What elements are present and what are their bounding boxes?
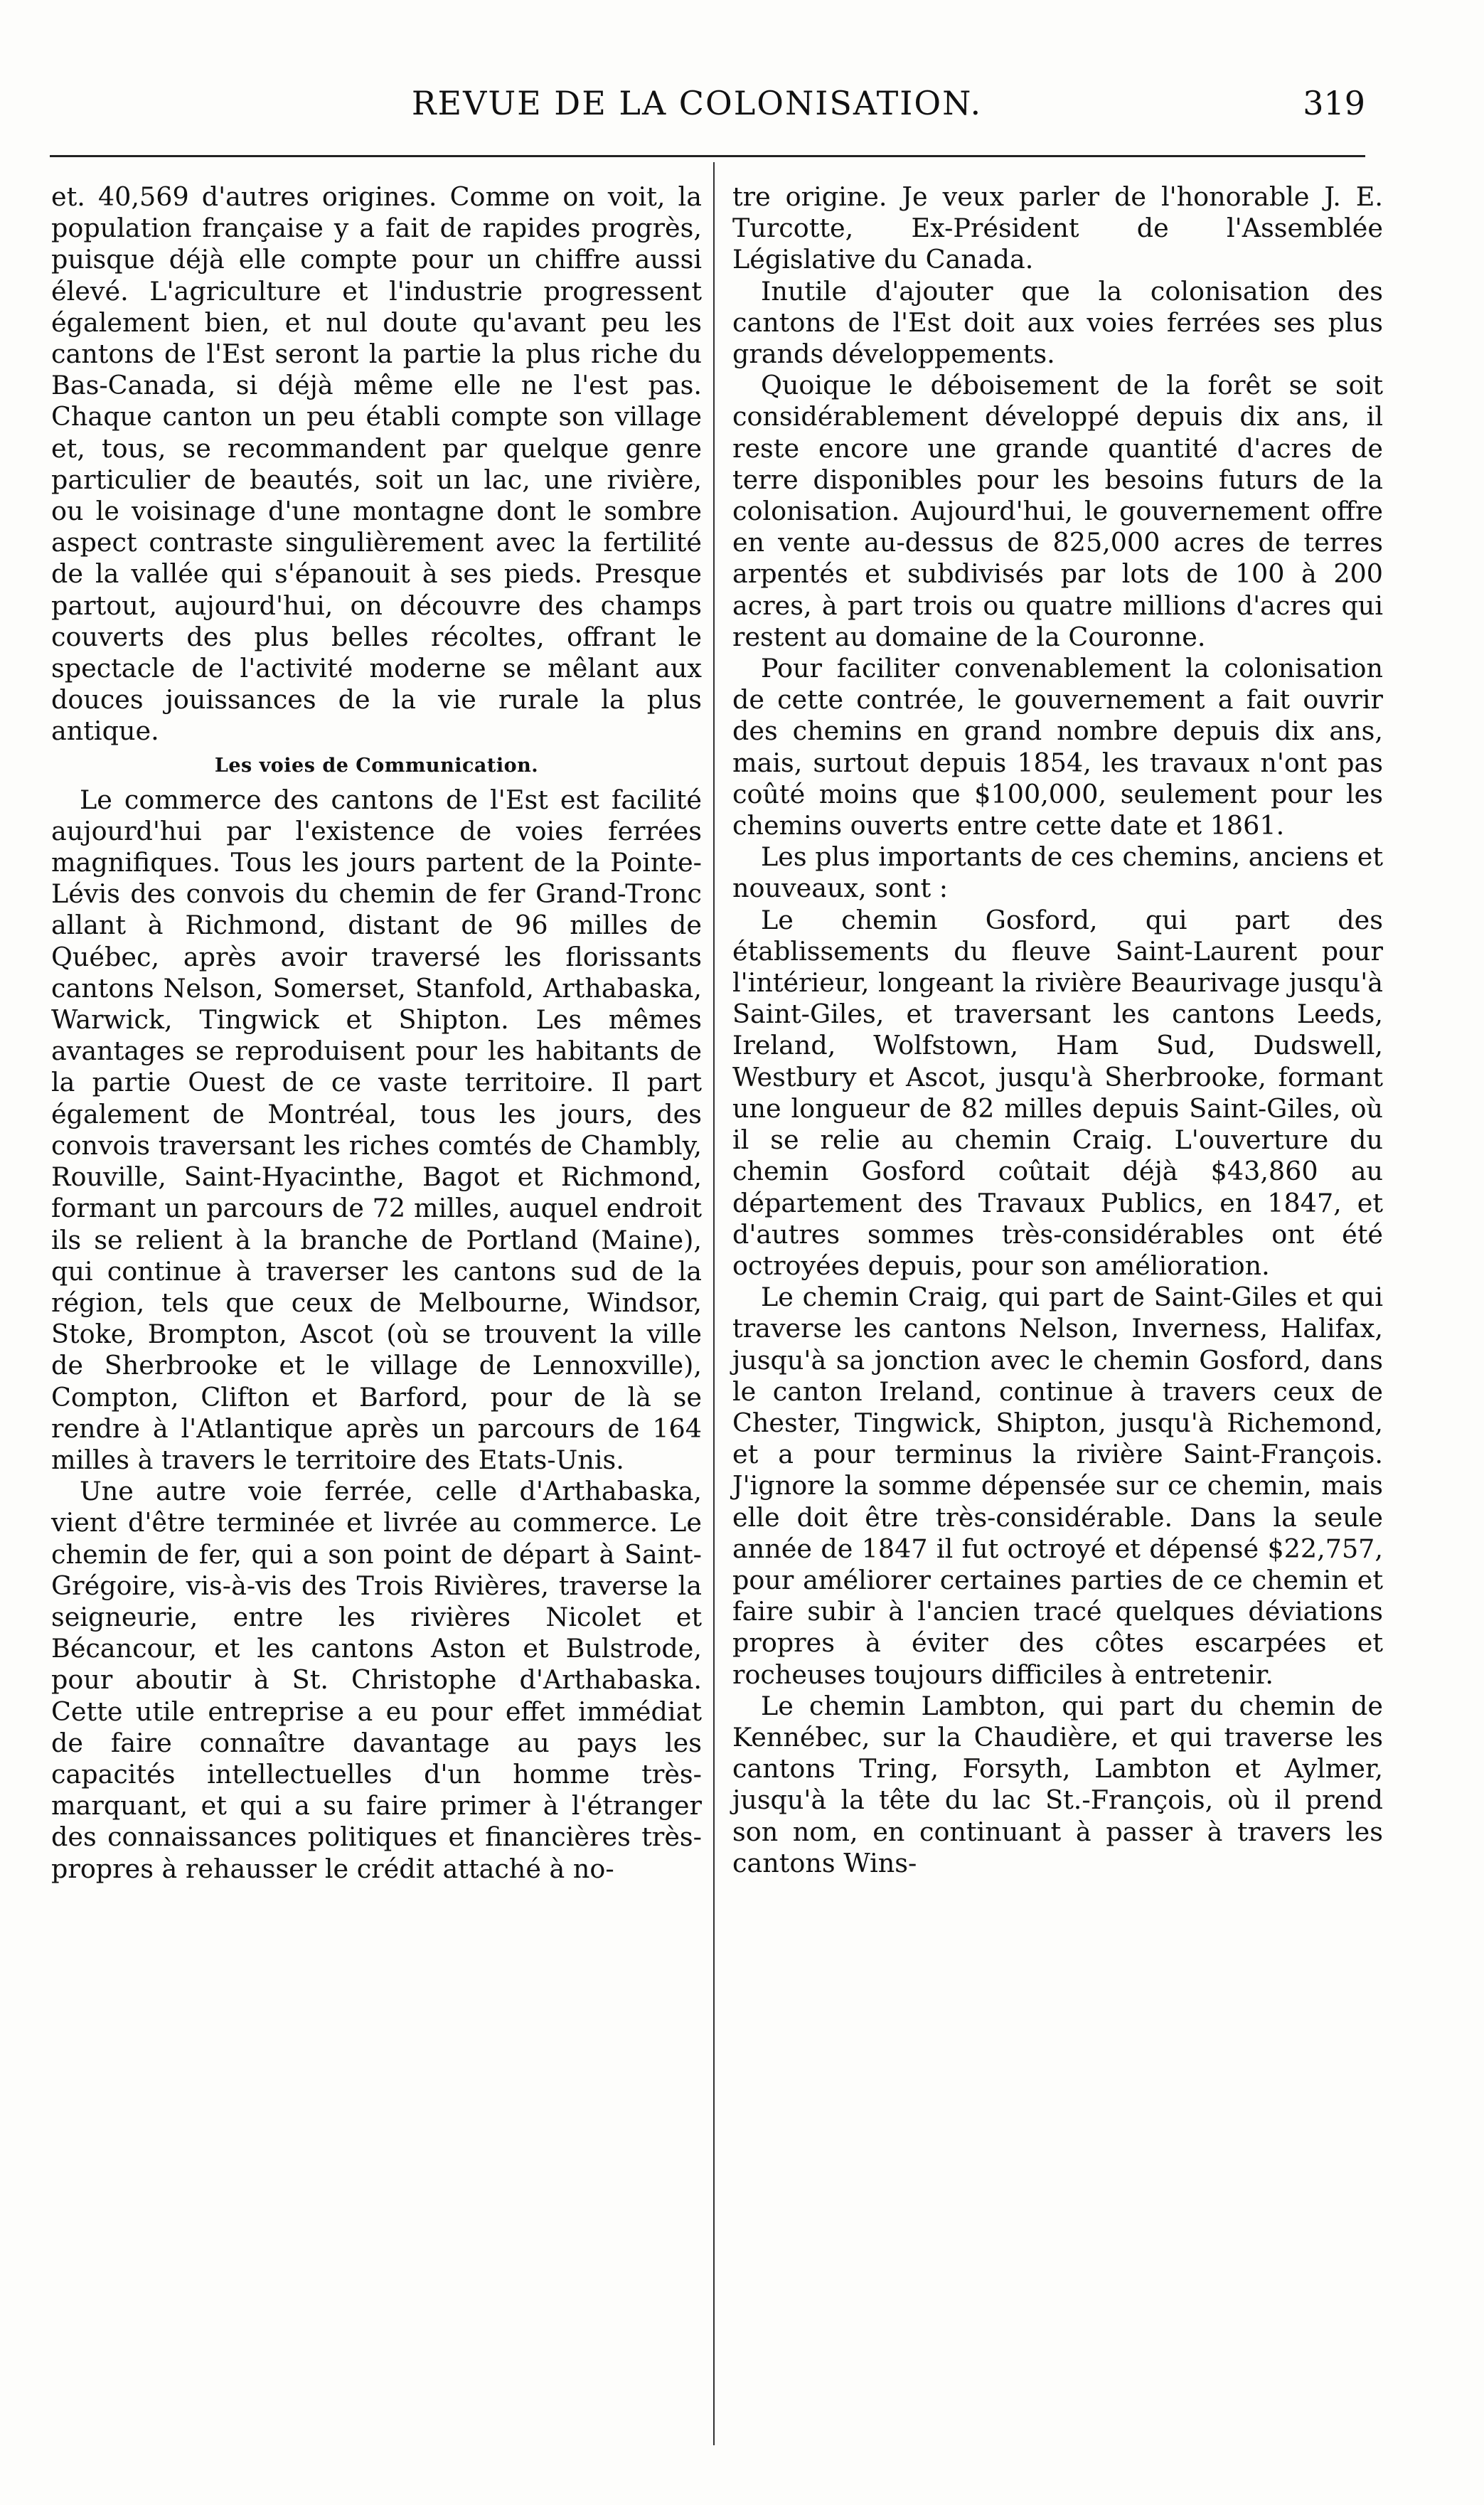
running-title: REVUE DE LA COLONISATION. [411,84,983,122]
paragraph: Le commerce des cantons de l'Est est facilité aujourd'hui par l'existence de voies ferrées magnifiques. Tous les jours partent de la Pointe-Lévis des convois du chemin de fer Grand-Tronc allant à Richmond, distant de 96 milles de Québec, après avoir traversé les florissants cantons Nelson, Somerset, Stanfold, Arthabaska, Warwick, Tingwick et Shipton. Les mêmes avantages se reproduisent pour les habitants de la partie Ouest de ce vaste territoire. Il part également de Montréal, tous les jours, des convois traversant les riches comtés de Chambly, Rouville, Saint-Hyacinthe, Bagot et Richmond, formant un parcours de 72 milles, auquel endroit ils se relient à la branche de Portland (Maine), qui continue à traverser les cantons sud de la région, tels que ceux de Melbourne, Windsor, Stoke, Brompton, Ascot (où se trouvent la ville de Sherbrooke et le village de Lennoxville), Compton, Clifton et Barford, pour de là se rendre à l'Atlantique après un parcours de 164 milles à travers le territoire des Etats-Unis. [51,784,702,1475]
page-header [50,84,1365,148]
paragraph: Le chemin Lambton, qui part du chemin de Kennébec, sur la Chaudière, et qui traverse les cantons Tring, Forsyth, Lambton et Aylmer, jusqu'à la tête du lac St.-François, où il prend son nom, en continuant à passer à travers les cantons Wins- [732,1690,1383,1878]
paragraph: Les plus importants de ces chemins, anciens et nouveaux, sont : [732,841,1383,904]
paragraph: et. 40,569 d'autres origines. Comme on voit, la population française y a fait de rapides progrès, puisque déjà elle compte pour un chiffre aussi élevé. L'agriculture et l'industrie progressent également bien, et nul doute qu'avant peu les cantons de l'Est seront la partie la plus riche du Bas-Canada, si déjà même elle ne l'est pas. Chaque canton un peu établi compte son village et, tous, se recommandent par quelque genre particulier de beautés, soit un lac, une rivière, ou le voisinage d'une montagne dont le sombre aspect contraste singulièrement avec la fertilité de la vallée qui s'épanouit à ses pieds. Presque partout, aujourd'hui, on découvre des champs couverts des plus belles récoltes, offrant le spectacle de l'activité moderne se mêlant aux douces jouissances de la vie rurale la plus antique. [51,181,702,747]
page-number: 319 [1303,84,1365,122]
left-column [51,181,702,1885]
column-divider [713,162,715,2445]
paragraph: Le chemin Craig, qui part de Saint-Giles et qui traverse les cantons Nelson, Inverness, Halifax, jusqu'à sa jonction avec le chemin Gosford, dans le canton Ireland, continue à travers ceux de Chester, Tingwick, Shipton, jusqu'à Richemond, et a pour terminus la rivière Saint-François. J'ignore la somme dépensée sur ce chemin, mais elle doit être très-considérable. Dans la seule année de 1847 il fut octroyé et dépensé $22,757, pour améliorer certaines parties de ce chemin et faire subir à l'ancien tracé quelques déviations propres à éviter des côtes escarpées et rocheuses toujours difficiles à entretenir. [732,1282,1383,1690]
right-column [732,181,1383,1879]
paragraph: Pour faciliter convenablement la colonisation de cette contrée, le gouvernement a fait ouvrir des chemins en grand nombre depuis dix ans, mais, surtout depuis 1854, les travaux n'ont pas coûté moins que $100,000, seulement pour les chemins ouverts entre cette date et 1861. [732,653,1383,841]
paragraph: Une autre voie ferrée, celle d'Arthabaska, vient d'être terminée et livrée au commerce. Le chemin de fer, qui a son point de départ à Saint-Grégoire, vis-à-vis des Trois Rivières, traverse la seigneurie, entre les rivières Nicolet et Bécancour, et les cantons Aston et Bulstrode, pour aboutir à St. Christophe d'Arthabaska. Cette utile entreprise a eu pour effet immédiat de faire connaître davantage au pays les capacités intellectuelles d'un homme très-marquant, et qui a su faire primer à l'étranger des connaissances politiques et financières très-propres à rehausser le crédit attaché à no- [51,1476,702,1884]
header-rule [50,155,1365,157]
section-heading: Les voies de Communication. [214,754,539,777]
paragraph: Le chemin Gosford, qui part des établissements du fleuve Saint-Laurent pour l'intérieur, longeant la rivière Beaurivage jusqu'à Saint-Giles, et traversant les cantons Leeds, Ireland, Wolfstown, Ham Sud, Dudswell, Westbury et Ascot, jusqu'à Sherbrooke, formant une longueur de 82 milles depuis Saint-Giles, où il se relie au chemin Craig. L'ouverture du chemin Gosford coûtait déjà $43,860 au département des Travaux Publics, en 1847, et d'autres sommes très-considérables ont été octroyées depuis, pour son amélioration. [732,904,1383,1281]
paragraph: Quoique le déboisement de la forêt se soit considérablement développé depuis dix ans, il reste encore une grande quantité d'acres de terre disponibles pour les besoins futurs de la colonisation. Aujourd'hui, le gouvernement offre en vente au-dessus de 825,000 acres de terres arpentés et subdivisés par lots de 100 à 200 acres, à part trois ou quatre millions d'acres qui restent au domaine de la Couronne. [732,370,1383,652]
paragraph: Inutile d'ajouter que la colonisation des cantons de l'Est doit aux voies ferrées ses plus grands développements. [732,275,1383,370]
paragraph: tre origine. Je veux parler de l'honorable J. E. Turcotte, Ex-Président de l'Assemblée Législative du Canada. [732,181,1383,275]
